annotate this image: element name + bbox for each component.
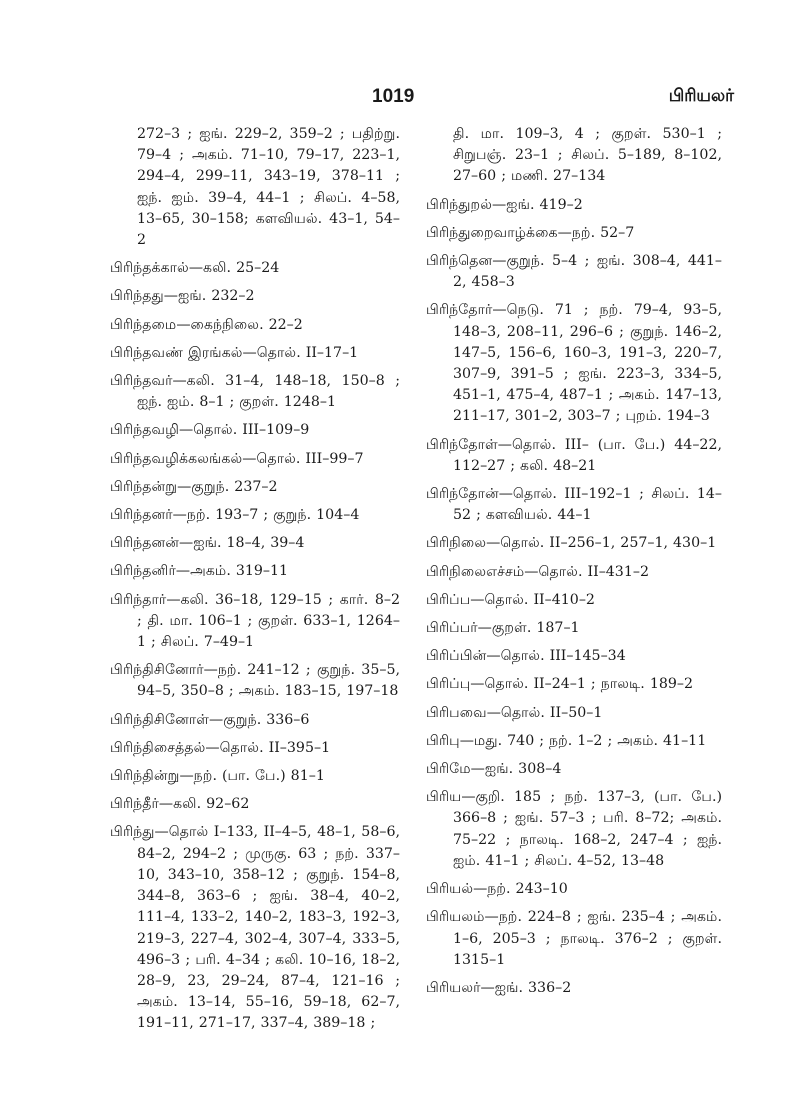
index-entry: பிரிந்திசினோள்—குறுந். 336–6 [110, 711, 310, 728]
index-entry: பிரிந்தனர்—நற். 193–7 ; குறுந். 104–4 [110, 507, 360, 524]
index-entry: பிரிந்திசைத்தல்—தொல். II–395–1 [110, 739, 331, 756]
index-entry: பிரிபவை—தொல். II–50–1 [426, 704, 603, 721]
index-entry: பிரிநிலைஎச்சம்—தொல். II–431–2 [426, 563, 649, 580]
index-entry: பிரிந்தவண் இரங்கல்—தொல். II–17–1 [110, 344, 359, 361]
index-entry: பிரிப்பின்—தொல். III–145–34 [426, 648, 626, 665]
index-entry: பிரிந்தனிர்—அகம். 319–11 [110, 563, 289, 580]
left-column [110, 124, 400, 1042]
index-entry: பிரிப்பர்—குறள். 187–1 [426, 620, 580, 637]
index-entry: பிரிந்தோர்—நெடு. 71 ; நற். 79–4, 93–5, 148–3, 208–11, 296–6 ; குறுந். 146–2, 147–5, 156–6, 160–3, 191–3, 220–7, 307–9, 391–5 ; ஐங். 223–3, 334–5, 451–1, 475–4, 487–1 ; அகம். 147–13, 211–17, 301–2, 303–7 ; புறம். 194–3 [426, 302, 722, 425]
index-entry: பிரிந்தோள்—தொல். III– (பா. பே.) 44–22, 112–27 ; கலி. 48–21 [426, 436, 722, 474]
index-entry: பிரிய—குறி. 185 ; நற். 137–3, (பா. பே.) 366–8 ; ஐங். 57–3 ; பரி. 8–72; அகம். 75–22 ; நாலடி. 168–2, 247–4 ; ஐந். ஐம். 41–1 ; சிலப். 4–52, 13–48 [426, 789, 722, 869]
index-entry: பிரிந்தவர்—கலி. 31–4, 148–18, 150–8 ; ஐந். ஐம். 8–1 ; குறள். 1248–1 [110, 373, 400, 411]
index-entry: 272–3 ; ஐங். 229–2, 359–2 ; பதிற்று. 79–4 ; அகம். 71–10, 79–17, 223–1, 294–4, 299–11, 343–19, 378–11 ; ஐந். ஐம். 39–4, 44–1 ; சிலப். 4–58, 13–65, 30–158; களவியல். 43–1, 54–2 [137, 126, 400, 249]
index-entry: பிரிந்திசினோர்—நற். 241–12 ; குறுந். 35–5, 94–5, 350–8 ; அகம். 183–15, 197–18 [110, 662, 400, 700]
index-entry: பிரிந்தோன்—தொல். III–192–1 ; சிலப். 14–52 ; களவியல். 44–1 [426, 486, 722, 524]
index-entry: பிரிந்தவழி—தொல். III–109–9 [110, 422, 310, 439]
index-entry: பிரிப்பு—தொல். II–24–1 ; நாலடி. 189–2 [426, 676, 694, 693]
index-entry: பிரிமே—ஐங். 308–4 [426, 761, 562, 778]
index-entry: பிரிந்தவழிக்கலங்கல்—தொல். III–99–7 [110, 450, 364, 467]
index-entry: பிரிந்துறல்—ஐங். 419–2 [426, 196, 583, 213]
index-entry: பிரிந்தீர்—கலி. 92–62 [110, 796, 250, 813]
index-entry: பிரிந்தன்று—குறுந். 237–2 [110, 478, 278, 495]
index-entry: பிரிந்து—தொல் I–133, II–4–5, 48–1, 58–6, 84–2, 294–2 ; முருகு. 63 ; நற். 337–10, 343–10, 358–12 ; குறுந். 154–8, 344–8, 363–6 ; ஐங். 38–4, 40–2, 111–4, 133–2, 140–2, 183–3, 192–3, 219–3, 227–4, 302–4, 307–4, 333–5, 496–3 ; பரி. 4–34 ; கலி. 10–16, 18–2, 28–9, 23, 29–24, 87–4, 121–16 ; அகம். 13–14, 55–16, 59–18, 62–7, 191–11, 271–17, 337–4, 389–18 ; [110, 824, 400, 1032]
page-number: 1019 [372, 86, 415, 107]
index-entry: பிரியலர்—ஐங். 336–2 [426, 979, 572, 996]
index-entry: பிரிபு—மது. 740 ; நற். 1–2 ; அகம். 41–11 [426, 732, 707, 749]
index-entry: பிரிந்தார்—கலி. 36–18, 129–15 ; கார். 8–2 ; தி. மா. 106–1 ; குறள். 633–1, 1264–1 ; சிலப். 7–49–1 [110, 591, 400, 651]
index-entry: பிரிந்தக்கால்—கலி. 25–24 [110, 260, 280, 277]
right-column [426, 124, 722, 1006]
index-entry: பிரிந்தின்று—நற். (பா. பே.) 81–1 [110, 768, 325, 785]
index-entry: பிரிந்துறைவாழ்க்கை—நற். 52–7 [426, 224, 635, 241]
index-entry: பிரிந்தென—குறுந். 5–4 ; ஐங். 308–4, 441–2, 458–3 [426, 253, 722, 291]
index-entry: பிரியல்—நற். 243–10 [426, 881, 568, 898]
index-entry: பிரிந்தனன்—ஐங். 18–4, 39–4 [110, 535, 305, 552]
index-entry: பிரிப்ப—தொல். II–410–2 [426, 591, 595, 608]
index-entry: பிரிந்தமை—கைந்நிலை. 22–2 [110, 316, 303, 333]
index-entry: பிரிநிலை—தொல். II–256–1, 257–1, 430–1 [426, 535, 717, 552]
running-head: பிரியலர் [668, 86, 734, 106]
index-entry: பிரியலம்—நற். 224–8 ; ஐங். 235–4 ; அகம். 1–6, 205–3 ; நாலடி. 376–2 ; குறள். 1315–1 [426, 909, 722, 968]
index-entry: பிரிந்தது—ஐங். 232–2 [110, 288, 255, 305]
index-entry: தி. மா. 109–3, 4 ; குறள். 530–1 ; சிறுபஞ். 23–1 ; சிலப். 5–189, 8–102, 27–60 ; மணி. 27–134 [453, 126, 722, 185]
